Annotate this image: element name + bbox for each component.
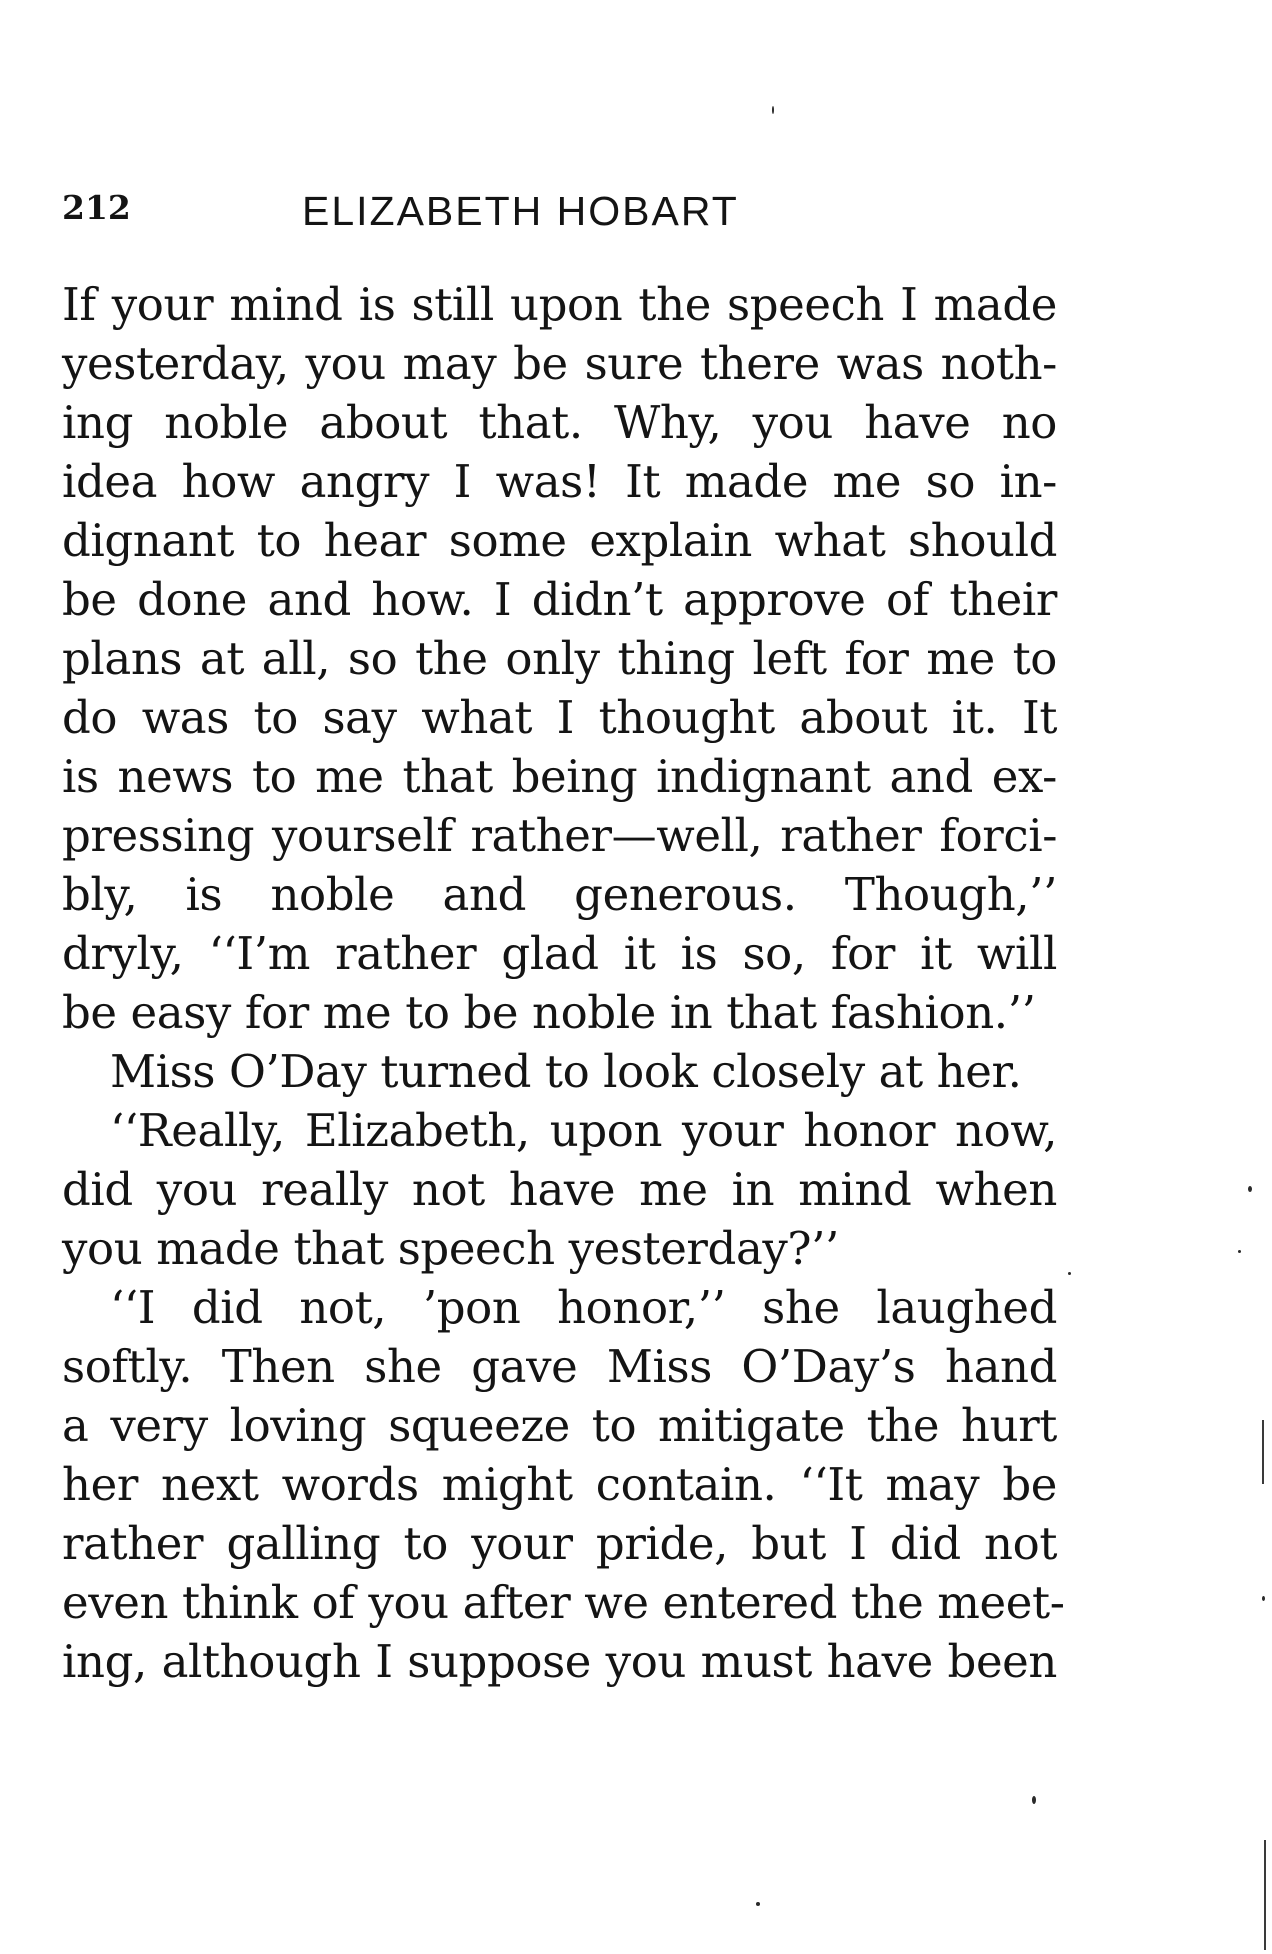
page-edge-mark: [1262, 1420, 1264, 1484]
text-line: a very loving squeeze to mitigate the hurt: [62, 1399, 1057, 1452]
text-line: dryly, ‘‘I’m rather glad it is so, for it will: [62, 927, 1057, 980]
scan-speck: [1068, 1272, 1071, 1275]
paragraph-first-line: ‘‘Really, Elizabeth, upon your honor now,: [110, 1104, 1057, 1157]
text-line: ing noble about that. Why, you have no: [62, 396, 1057, 449]
text-line: plans at all, so the only thing left for me to: [62, 632, 1057, 685]
scan-speck: [772, 106, 774, 114]
text-line: yesterday, you may be sure there was noth-: [62, 337, 1057, 390]
running-title: ELIZABETH HOBART: [302, 188, 739, 234]
text-line: even think of you after we entered the meet-: [62, 1576, 1065, 1629]
page-number: 212: [62, 188, 131, 227]
paragraph-end-line: be easy for me to be noble in that fashion.’’: [62, 986, 1036, 1039]
text-line: softly. Then she gave Miss O’Day’s hand: [62, 1340, 1057, 1393]
text-line: idea how angry I was! It made me so in-: [62, 455, 1057, 508]
paragraph-end-line: you made that speech yesterday?’’: [62, 1222, 839, 1275]
body-text: [62, 275, 1065, 1691]
text-line: ing, although I suppose you must have been: [62, 1635, 1057, 1688]
text-line: did you really not have me in mind when: [62, 1163, 1057, 1216]
text-line: bly, is noble and generous. Though,’’: [62, 868, 1057, 921]
text-line: rather galling to your pride, but I did not: [62, 1517, 1057, 1570]
text-line: is news to me that being indignant and ex-: [62, 750, 1057, 803]
paragraph-first-line: ‘‘I did not, ’pon honor,’’ she laughed: [110, 1281, 1057, 1334]
text-line: do was to say what I thought about it. It: [62, 691, 1057, 744]
page-edge-mark: [1264, 1840, 1266, 1950]
scan-speck: [1238, 1250, 1241, 1253]
scan-speck: [1262, 1596, 1265, 1601]
text-line: If your mind is still upon the speech I made: [62, 278, 1057, 331]
text-line: be done and how. I didn’t approve of their: [62, 573, 1057, 626]
paragraph-line: Miss O’Day turned to look closely at her.: [110, 1045, 1022, 1098]
scan-speck: [1032, 1796, 1036, 1804]
text-line: dignant to hear some explain what should: [62, 514, 1057, 567]
scan-speck: [756, 1902, 760, 1906]
running-head: [62, 188, 1057, 238]
scan-speck: [1248, 1186, 1252, 1192]
text-line: her next words might contain. ‘‘It may be: [62, 1458, 1057, 1511]
text-line: pressing yourself rather—well, rather forci-: [62, 809, 1057, 862]
